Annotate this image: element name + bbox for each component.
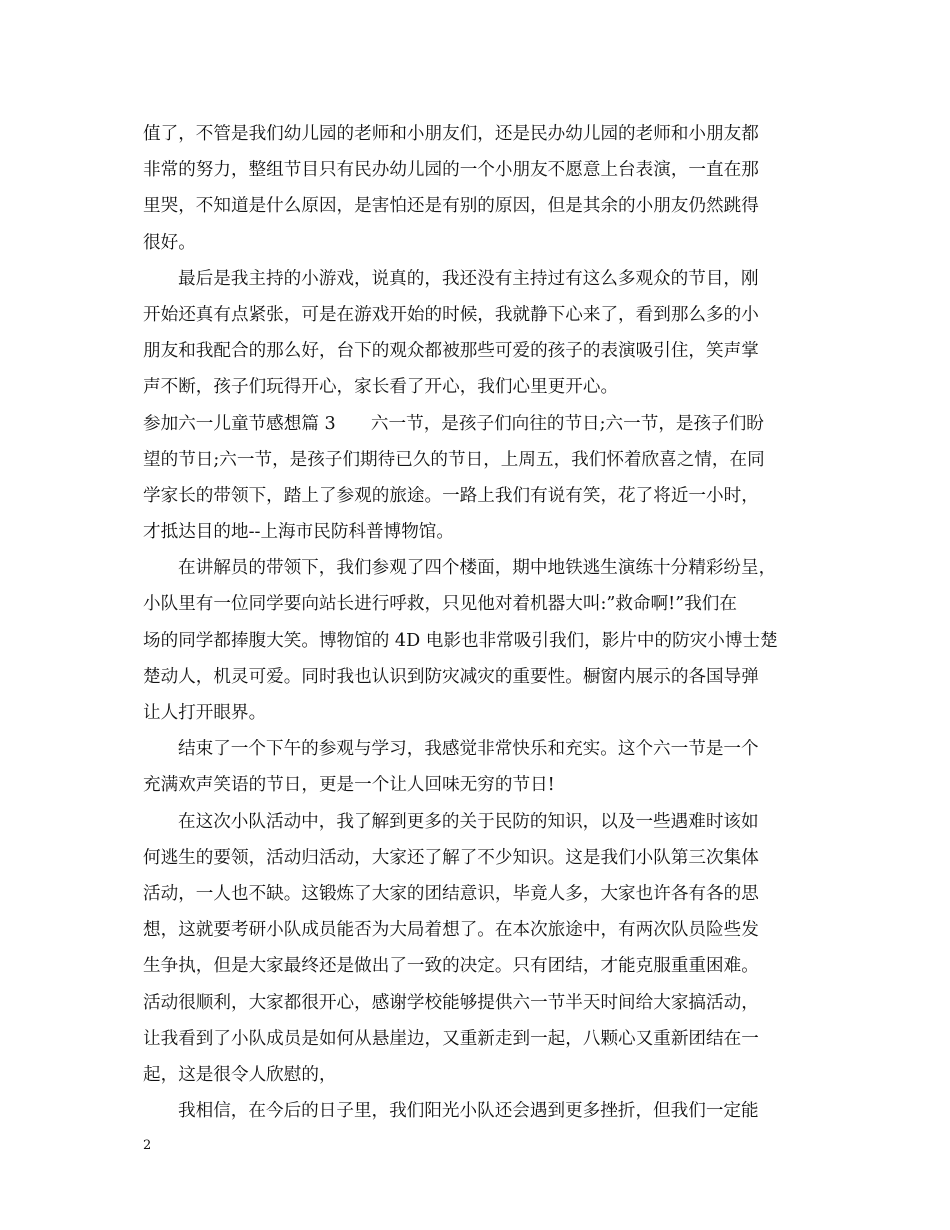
text-line: 在这次小队活动中，我了解到更多的关于民防的知识，以及一些遇难时该如: [178, 811, 759, 832]
text-line: 里哭，不知道是什么原因，是害怕还是有别的原因，但是其余的小朋友仍然跳得: [143, 196, 759, 217]
text-line: 活动，一人也不缺。这锻炼了大家的团结意识，毕竟人多，大家也许各有各的思: [143, 883, 759, 904]
text-line: 小队里有一位同学要向站长进行呼救，只见他对着机器大叫:”救命啊!”我们在: [143, 594, 737, 615]
text-line: 何逃生的要领，活动归活动，大家还了解了不少知识。这是我们小队第三次集体: [143, 847, 759, 868]
text-line: 想，这就要考研小队成员能否为大局着想了。在本次旅途中，有两次队员险些发: [143, 920, 759, 941]
text-line: 结束了一个下午的参观与学习，我感觉非常快乐和充实。这个六一节是一个: [178, 739, 759, 760]
page-number: 2: [143, 1138, 152, 1153]
text-line: 活动很顺利，大家都很开心，感谢学校能够提供六一节半天时间给大家搞活动，: [143, 992, 759, 1013]
text-line: 非常的努力，整组节目只有民办幼儿园的一个小朋友不愿意上台表演，一直在那: [143, 160, 759, 181]
text-line: 声不断，孩子们玩得开心，家长看了开心，我们心里更开心。: [143, 377, 619, 398]
text-line: 最后是我主持的小游戏，说真的，我还没有主持过有这么多观众的节目，刚: [178, 268, 759, 289]
text-line: 场的同学都捧腹大笑。博物馆的 4D 电影也非常吸引我们，影片中的防灾小博士楚: [143, 630, 778, 651]
text-line: 起，这是很令人欣慰的，: [143, 1064, 337, 1085]
text-line: 很好。: [143, 232, 196, 253]
body-text: [143, 116, 811, 1129]
text-line: 才抵达目的地--上海市民防科普博物馆。: [143, 522, 454, 543]
text-line: 我相信，在今后的日子里，我们阳光小队还会遇到更多挫折，但我们一定能: [178, 1101, 759, 1122]
text-line: 朋友和我配合的那么好，台下的观众都被那些可爱的孩子的表演吸引住，笑声掌: [143, 341, 759, 362]
text-line: 生争执，但是大家最终还是做出了一致的决定。只有团结，才能克服重重困难。: [143, 956, 759, 977]
text-line: 让人打开眼界。: [143, 703, 267, 723]
text-line: 楚动人，机灵可爱。同时我也认识到防灾减灾的重要性。橱窗内展示的各国导弹: [143, 666, 759, 687]
text-line: 充满欢声笑语的节日，更是一个让人回味无穷的节日!: [143, 775, 555, 796]
text-line: 值了，不管是我们幼儿园的老师和小朋友们，还是民办幼儿园的老师和小朋友都: [143, 124, 759, 144]
text-line: 学家长的带领下，踏上了参观的旅途。一路上我们有说有笑，花了将近一小时，: [143, 485, 759, 506]
text-line: 让我看到了小队成员是如何从悬崖边，又重新走到一起，八颗心又重新团结在一: [143, 1028, 759, 1049]
text-line: 在讲解员的带领下，我们参观了四个楼面，期中地铁逃生演练十分精彩纷呈，: [178, 558, 777, 579]
text-line: 开始还真有点紧张，可是在游戏开始的时候，我就静下心来了，看到那么多的小: [143, 304, 759, 325]
text-line: 望的节日;六一节，是孩子们期待已久的节日，上周五，我们怀着欣喜之情，在同: [143, 449, 765, 470]
text-line: 参加六一儿童节感想篇 3 六一节，是孩子们向往的节日;六一节，是孩子们盼: [143, 413, 764, 434]
